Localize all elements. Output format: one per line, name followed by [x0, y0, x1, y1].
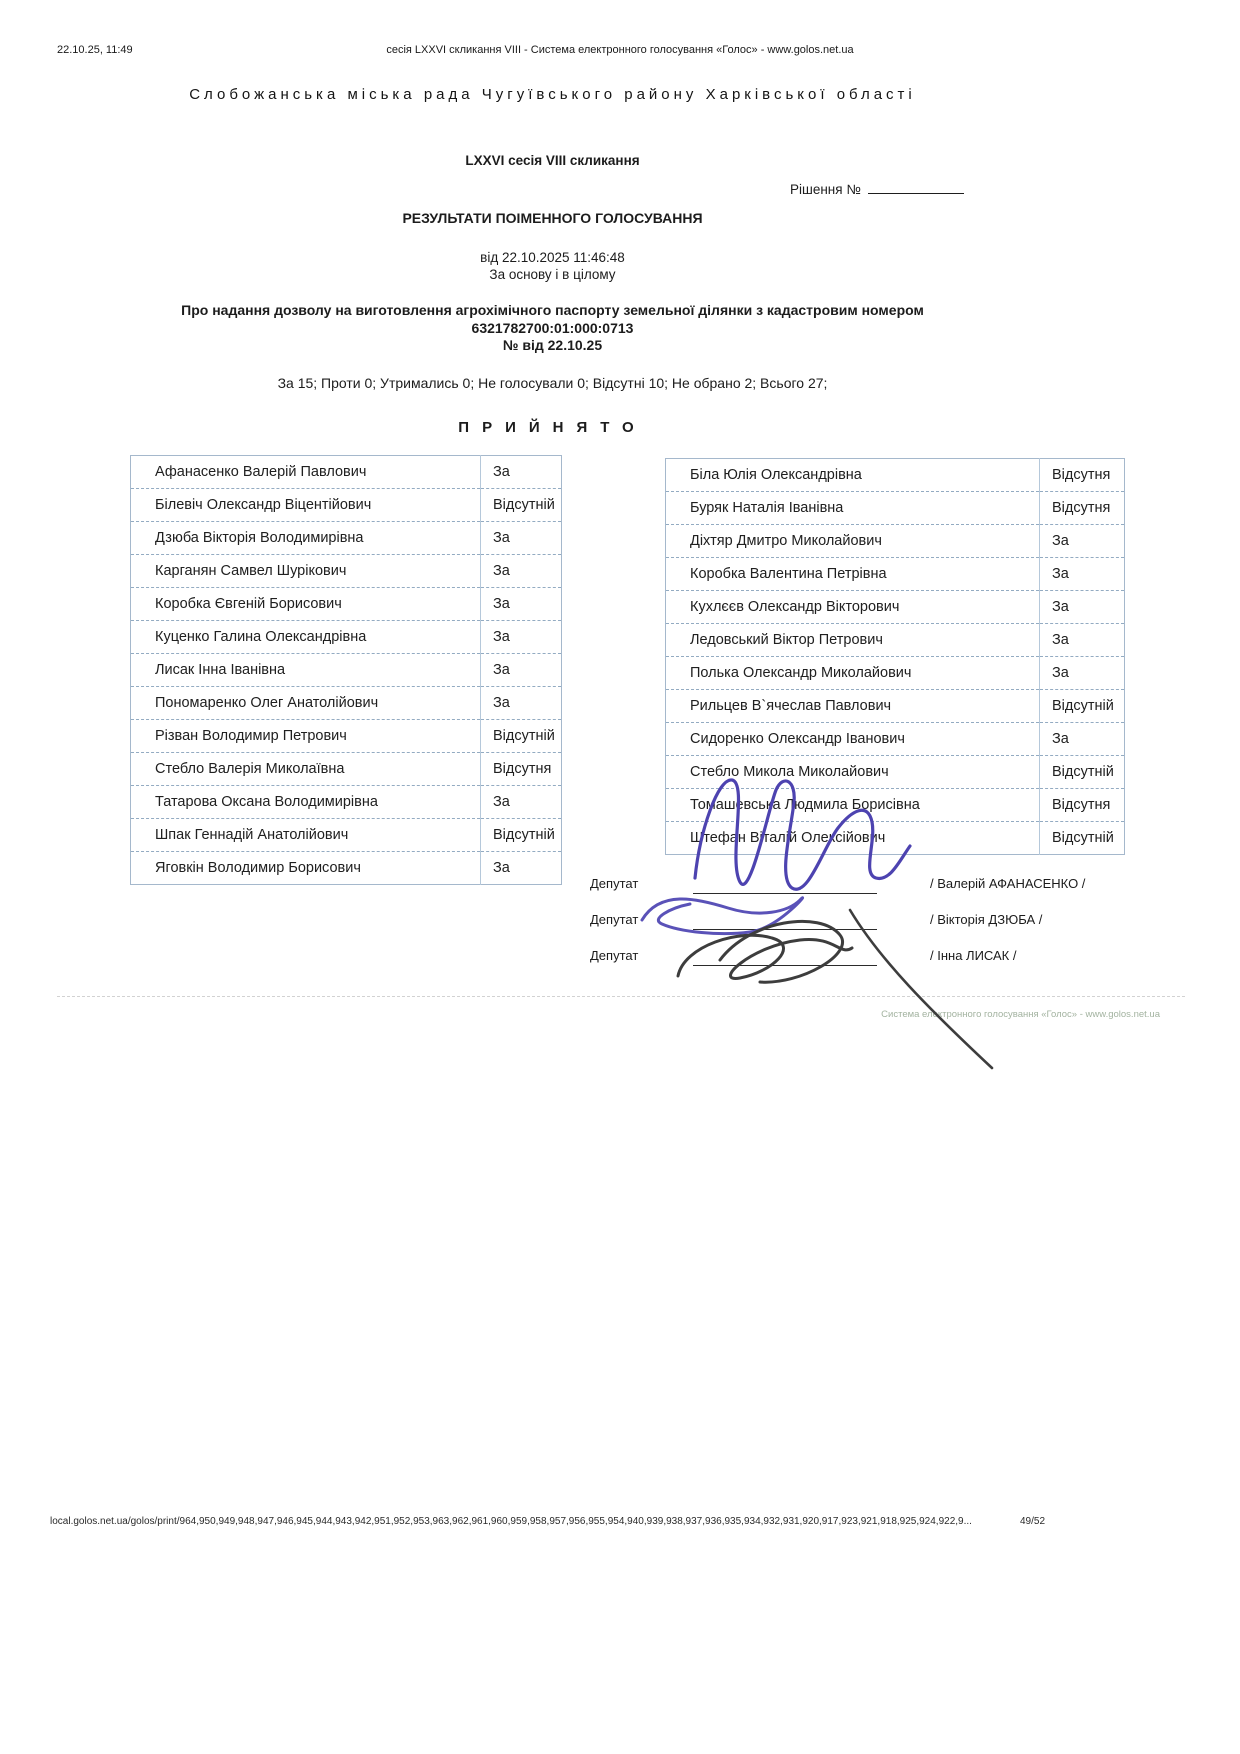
- deputy-name: Біла Юлія Олександрівна: [690, 467, 862, 483]
- signature-line: [693, 965, 877, 966]
- table-row: [666, 492, 1125, 525]
- vote-value: За: [1040, 657, 1125, 690]
- table-row: [666, 756, 1125, 789]
- vote-value: Відсутній: [1040, 822, 1125, 855]
- deputy-name: Стебло Микола Миколайович: [666, 756, 1040, 789]
- table-row: [131, 555, 562, 588]
- signature-role-label: Депутат: [590, 948, 639, 963]
- table-row: [131, 489, 562, 522]
- council-title: Слобожанська міська рада Чугуївського району Харківської області: [189, 86, 916, 103]
- table-row: [666, 723, 1125, 756]
- vote-value: Відсутній: [481, 819, 562, 852]
- print-timestamp: 22.10.25, 11:49: [57, 44, 133, 56]
- table-row: [666, 822, 1125, 855]
- deputy-name: Дзюба Вікторія Володимирівна: [131, 522, 481, 555]
- signature-block: [590, 872, 1150, 980]
- vote-value: За: [481, 852, 562, 885]
- vote-value: За: [481, 456, 562, 489]
- table-row: [666, 591, 1125, 624]
- table-row: [131, 819, 562, 852]
- vote-value: За: [1040, 591, 1125, 624]
- signature-row: [590, 872, 1150, 908]
- system-watermark: Система електронного голосування «Голос» - www.golos.net.ua: [881, 1009, 1160, 1020]
- signatory-name: / Валерій АФАНАСЕНКО /: [930, 876, 1086, 891]
- vote-value: За: [481, 588, 562, 621]
- table-row: [131, 786, 562, 819]
- table-row: [666, 657, 1125, 690]
- vote-value: За: [481, 621, 562, 654]
- deputy-name: Томашевська Людмила Борисівна: [666, 789, 1040, 822]
- vote-value: Відсутній: [1040, 756, 1125, 789]
- signature-role-label: Депутат: [590, 912, 639, 927]
- decision-blank-line: [868, 193, 964, 194]
- table-row: [666, 558, 1125, 591]
- vote-value: За: [1040, 624, 1125, 657]
- vote-value: За: [1040, 723, 1125, 756]
- deputy-name: Коробка Євгеній Борисович: [131, 588, 481, 621]
- signatory-name: / Інна ЛИСАК /: [930, 948, 1017, 963]
- signature-role-label: Депутат: [590, 876, 639, 891]
- table-row: [131, 522, 562, 555]
- session-title: LXXVI сесія VIII скликання: [465, 153, 640, 168]
- deputy-name: Білевіч Олександр Віцентійович: [131, 489, 481, 522]
- vote-basis: За основу і в цілому: [489, 267, 616, 282]
- table-row: [666, 690, 1125, 723]
- signatory-name: / Вікторія ДЗЮБА /: [930, 912, 1043, 927]
- result-status: ПРИЙНЯТО: [458, 419, 647, 436]
- vote-value: За: [481, 687, 562, 720]
- table-row: [131, 456, 562, 489]
- vote-value: За: [481, 786, 562, 819]
- cadastral-number: 6321782700:01:000:0713: [471, 319, 634, 336]
- footer-url: local.golos.net.ua/golos/print/964,950,949,948,947,946,945,944,943,942,951,952,953,963,962,961,960,959,958,957,956,955,954,940,939,938,937,936,935,934,932,931,920,917,923,921,918,925,924,922,9...: [50, 1516, 972, 1527]
- deputy-name: Діхтяр Дмитро Миколайович: [666, 525, 1040, 558]
- deputy-name: Сидоренко Олександр Іванович: [666, 723, 1040, 756]
- vote-value: За: [1040, 558, 1125, 591]
- table-row: [666, 525, 1125, 558]
- deputy-name: Полька Олександр Миколайович: [666, 657, 1040, 690]
- deputy-name: Штефан Віталій Олексійович: [666, 822, 1040, 855]
- table-row: [666, 624, 1125, 657]
- page-break-divider: [57, 996, 1185, 997]
- deputy-name: Карганян Самвел Шурікович: [131, 555, 481, 588]
- deputy-name: Шпак Геннадій Анатолійович: [131, 819, 481, 852]
- vote-value: Відсутня: [1040, 492, 1125, 525]
- table-row: [131, 687, 562, 720]
- deputy-name: Коробка Валентина Петрівна: [666, 558, 1040, 591]
- vote-value: Відсутній: [481, 720, 562, 753]
- deputy-name: Кухлєєв Олександр Вікторович: [666, 591, 1040, 624]
- vote-totals: За 15; Проти 0; Утримались 0; Не голосували 0; Відсутні 10; Не обрано 2; Всього 27;: [277, 375, 828, 391]
- deputy-name: Афанасенко Валерій Павлович: [155, 464, 367, 480]
- vote-value: Відсутній: [481, 489, 562, 522]
- vote-value: Відсутня: [481, 753, 562, 786]
- decision-number: [790, 182, 964, 197]
- deputy-name: Рильцев В`ячеслав Павлович: [666, 690, 1040, 723]
- table-row: [131, 588, 562, 621]
- decision-label: Рішення №: [790, 182, 861, 197]
- document-header: сесія LXXVI скликання VIII - Система електронного голосування «Голос» - www.golos.net.ua: [386, 44, 854, 56]
- signature-row: [590, 944, 1150, 980]
- vote-value: Відсутній: [1040, 690, 1125, 723]
- table-row: [131, 753, 562, 786]
- subject-line: Про надання дозволу на виготовлення агрохімічного паспорту земельної ділянки з кадастровим номером: [181, 302, 924, 318]
- deputy-name: Куценко Галина Олександрівна: [131, 621, 481, 654]
- vote-value: Відсутня: [1040, 789, 1125, 822]
- results-title: РЕЗУЛЬТАТИ ПОІМЕННОГО ГОЛОСУВАННЯ: [402, 210, 703, 226]
- deputy-name: Буряк Наталія Іванівна: [666, 492, 1040, 525]
- page-number: 49/52: [1020, 1516, 1046, 1527]
- deputy-name: Стебло Валерія Миколаївна: [131, 753, 481, 786]
- signature-line: [693, 893, 877, 894]
- vote-value: Відсутня: [1040, 459, 1125, 492]
- subject-number-date: № від 22.10.25: [502, 337, 603, 353]
- deputy-name: Яговкін Володимир Борисович: [131, 852, 481, 885]
- deputy-name: Лисак Інна Іванівна: [131, 654, 481, 687]
- vote-table-left: [130, 455, 562, 885]
- signature-line: [693, 929, 877, 930]
- deputy-name: Різван Володимир Петрович: [131, 720, 481, 753]
- vote-datetime: від 22.10.2025 11:46:48: [480, 250, 625, 265]
- deputy-name: Татарова Оксана Володимирівна: [131, 786, 481, 819]
- deputy-name: Ледовський Віктор Петрович: [666, 624, 1040, 657]
- vote-value: За: [481, 654, 562, 687]
- vote-value: За: [1040, 525, 1125, 558]
- signature-row: [590, 908, 1150, 944]
- table-row: [131, 720, 562, 753]
- vote-subject: [0, 302, 1105, 355]
- table-row: [131, 621, 562, 654]
- vote-value: За: [481, 522, 562, 555]
- vote-value: За: [481, 555, 562, 588]
- table-row: [131, 654, 562, 687]
- vote-table-right: [665, 458, 1125, 855]
- table-row: [666, 459, 1125, 492]
- deputy-name: Пономаренко Олег Анатолійович: [131, 687, 481, 720]
- table-row: [666, 789, 1125, 822]
- table-row: [131, 852, 562, 885]
